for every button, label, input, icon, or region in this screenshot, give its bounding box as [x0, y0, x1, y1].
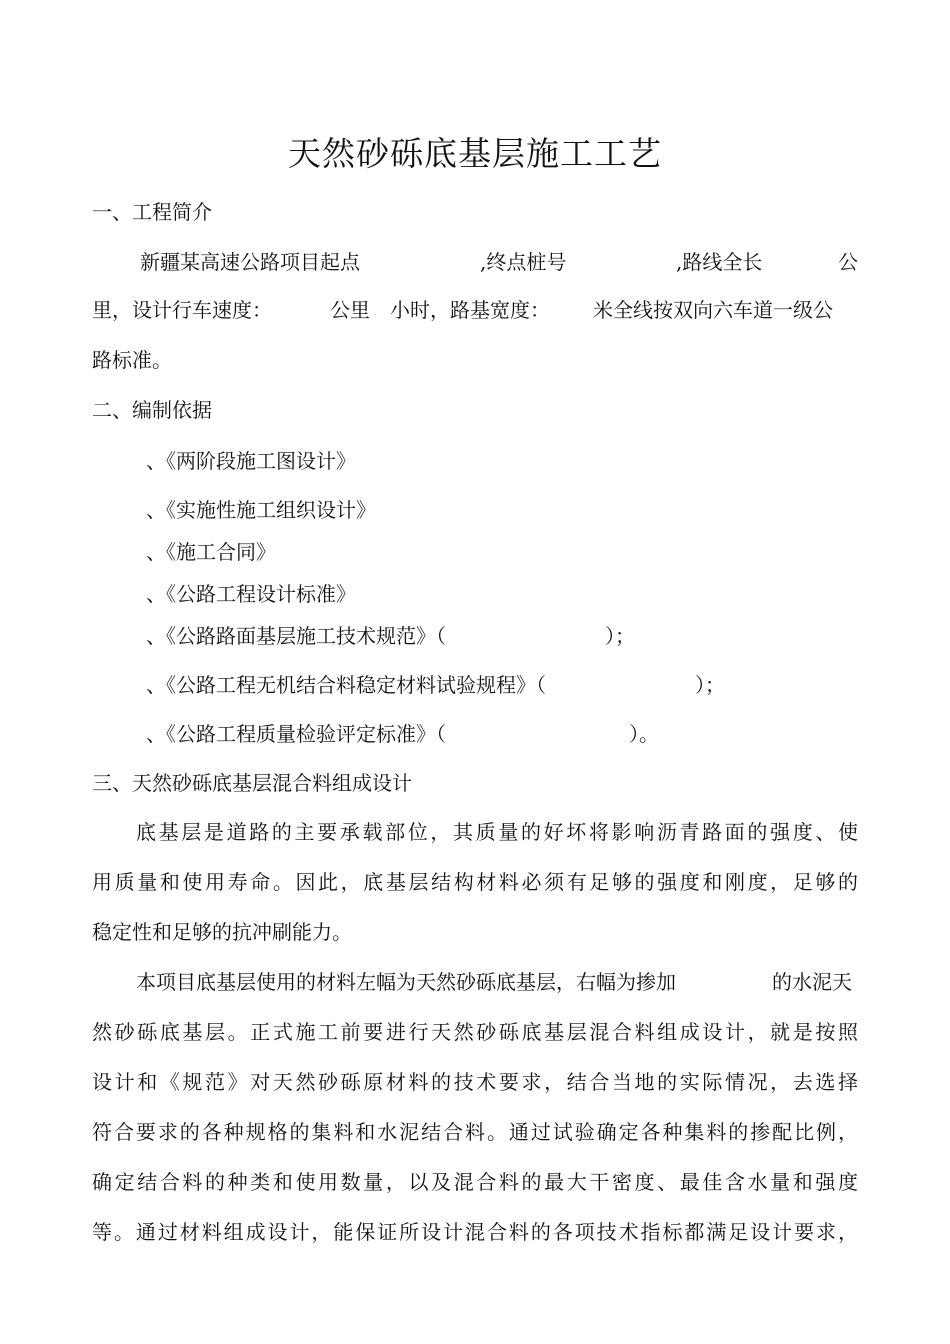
basis-item-close: ）。 — [629, 722, 659, 746]
basis-item-close: ）； — [695, 673, 725, 697]
basis-item-close: ）； — [605, 624, 635, 648]
intro-text-standard: 路标准。 — [92, 348, 172, 372]
basis-item: 、《公路工程无机结合料稳定材料试验规程》（ — [146, 673, 546, 697]
paragraph-line: 本项目底基层使用的材料左幅为天然砂砾底基层，右幅为掺加 — [136, 970, 676, 994]
basis-item: 、《两阶段施工图设计》 — [146, 449, 356, 473]
basis-item: 、《公路工程设计标准》 — [146, 582, 356, 606]
paragraph-line: 确定结合料的种类和使用数量，以及混合料的最大干密度、最佳含水量和强度 — [92, 1170, 858, 1194]
section-heading-3: 三、天然砂砾底基层混合料组成设计 — [92, 771, 412, 795]
intro-text-unit: 公 — [838, 250, 858, 274]
section-heading-1: 一、工程简介 — [92, 200, 212, 224]
paragraph-line: 稳定性和足够的抗冲刷能力。 — [92, 920, 352, 944]
paragraph-line: 符合要求的各种规格的集料和水泥结合料。通过试验确定各种集料的掺配比例， — [92, 1120, 858, 1144]
paragraph-line: 底基层是道路的主要承载部位，其质量的好坏将影响沥青路面的强度、使 — [136, 820, 858, 844]
basis-item: 、《公路路面基层施工技术规范》（ — [146, 624, 446, 648]
paragraph-line: 用质量和使用寿命。因此，底基层结构材料必须有足够的强度和刚度，足够的 — [92, 870, 858, 894]
intro-text-length: ,路线全长 — [676, 250, 763, 274]
intro-text-lanes: 米全线按双向六车道一级公 — [593, 298, 833, 322]
intro-text-width: 小时，路基宽度： — [390, 298, 550, 322]
intro-text-start: 新疆某高速公路项目起点 — [140, 250, 360, 274]
basis-item: 、《施工合同》 — [146, 540, 276, 564]
paragraph-line-tail: 的水泥天 — [772, 970, 852, 994]
basis-item: 、《公路工程质量检验评定标准》（ — [146, 722, 446, 746]
intro-text-end-station: ,终点桩号 — [480, 250, 567, 274]
paragraph-line: 设计和《规范》对天然砂砾原材料的技术要求，结合当地的实际情况，去选择 — [92, 1070, 858, 1094]
section-heading-2: 二、编制依据 — [92, 398, 212, 422]
basis-item: 、《实施性施工组织设计》 — [146, 498, 376, 522]
paragraph-line: 然砂砾底基层。正式施工前要进行天然砂砾底基层混合料组成设计，就是按照 — [92, 1020, 858, 1044]
intro-text-speed: 里，设计行车速度： — [92, 298, 272, 322]
document-title: 天然砂砾底基层施工工艺 — [288, 134, 662, 173]
intro-text-km: 公里 — [330, 298, 370, 322]
paragraph-line: 等。通过材料组成设计，能保证所设计混合料的各项技术指标都满足设计要求， — [92, 1220, 858, 1244]
